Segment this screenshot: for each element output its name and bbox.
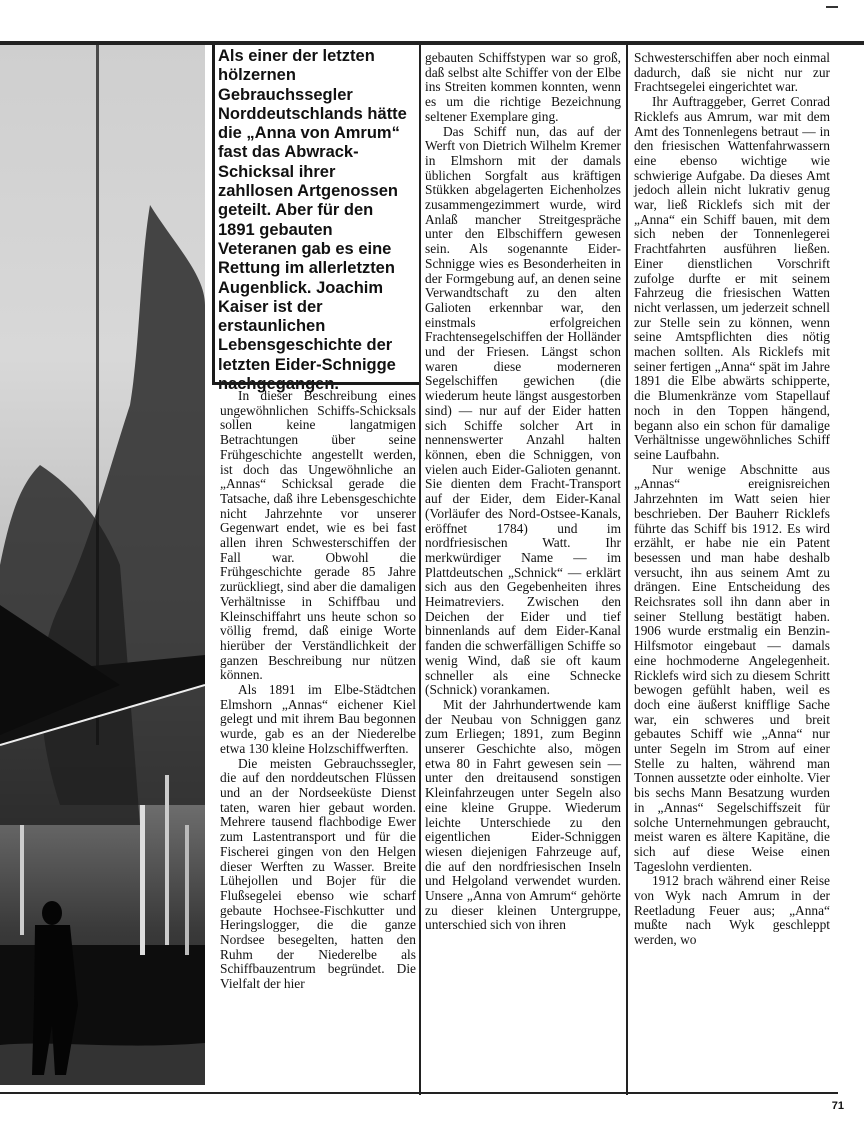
- paragraph: 1912 brach während einer Reise von Wyk nach Amrum in der Reetladung Feuer aus; „Anna“ mußte nach Wyk geschleppt werden, wo: [634, 873, 830, 948]
- paragraph: gebauten Schiffstypen war so groß, daß selbst alte Schiffer von der Elbe ins Streiten kommen konnten, wenn es um die richtige Bezeichnung seltener Exemplare ging.: [425, 50, 621, 124]
- bottom-rule: [0, 1092, 838, 1094]
- paragraph: Schwesterschiffen aber noch einmal dadurch, daß sie nicht nur zur Frachtsegelei eingerichtet war.: [634, 50, 830, 95]
- paragraph: Mit der Jahrhundertwende kam der Neubau von Schniggen ganz zum Erliegen; 1891, zum Beginn unserer Geschichte also, mögen etwa 80 in Fahrt gewesen sein — unter den dreitausend sonstigen Kleinfahrzeugen unter Segeln also eine kleine Gruppe. Wiederum leichte Unterschiede zu den eigentlichen Eider-Schniggen wiesen diejenigen Fahrzeuge auf, die auf den nordfriesischen Inseln und Helgoland verwendet wurden. Unsere „Anna von Amrum“ gehörte zu dieser kleinen Untergruppe, unterschied sich von ihren: [425, 696, 621, 933]
- corner-mark: [826, 6, 838, 8]
- paragraph: Als 1891 im Elbe-Städtchen Elmshorn „Annas“ eichener Kiel gelegt und mit ihrem Bau begonnen wurde, gab es an der Niederelbe etwa 130 kleine Holzschiffwerften.: [220, 682, 416, 756]
- column-divider-1: [419, 45, 421, 1095]
- text-column-3: [634, 51, 830, 1091]
- paragraph: Nur wenige Abschnitte aus „Annas“ ereignisreichen Jahrzehnten im Watt seien hier beschrieben. Der Bauherr Ricklefs führte das Schiff bis 1912. Es wird erzählt, er habe nie ein Patent besessen und man habe deshalb versucht, ihn aus seinem Amt zu drängen. Eine Entscheidung des Reichsrates soll ihn dann aber in seiner Stellung bestätigt haben. 1906 wurde erstmalig ein Benzin-Hilfsmotor eingebaut — damals eine hochmoderne Angelegenheit. Ricklefs wird sich zu diesem Schritt bewogen gefühlt haben, weil es doch eine äußerst knifflige Sache war, ein schweres und breit gebautes Schiff wie „Anna“ nur unter Segeln im Strom auf einer Stelle zu halten, während man Tonnen aussetzte oder einholte. Vier bis sechs Mann Besatzung wurden in „Annas“ Segelschiffszeit für solche Unternehmungen gebraucht, meist waren es ältere Kapitäne, die sich auf diese Weise einen Tageslohn verdienten.: [634, 461, 830, 874]
- paragraph: Die meisten Gebrauchssegler, die auf den norddeutschen Flüssen und an der Nordseeküste Dienst taten, waren hier gebaut worden. Mehrere tausend flachbodige Ewer zum Lastentransport und für die Fischerei gingen von den Helgen dieser Werften zu Wasser. Breite Lühejollen und Bojer für die Flußsegelei ebenso wie scharf gebaute Hochsee-Fischkutter und Heringslogger, die die ganze Nordsee besegelten, hatten den Ruhm der Niederelbe als Schiffbauzentrum begründet. Die Vielfalt der hier: [220, 755, 416, 992]
- paragraph: Ihr Auftraggeber, Gerret Conrad Ricklefs aus Amrum, war mit dem Amt des Tonnenlegens betraut — in den friesischen Wattenfahrwassern eine ebenso wichtige wie schwierige Aufgabe. Da dieses Amt jedoch allein nicht lukrativ genug war, ließ Ricklefs sich mit der „Anna“ ein Schiff bauen, mit dem sich neben der Tonnenlegerei Frachtfahrten ausführen ließen. Einer dienstlichen Vorschrift zufolge durfte er mit seinem Fahrzeug die friesischen Watten nicht verlassen, um jederzeit schnell zur Stelle sein zu können, wenn seine Amtspflichten dies nötig machen sollten. Als Ricklefs mit seiner fertigen „Anna“ spät im Jahre 1891 die Elbe abwärts schipperte, die Blumenkränze vom Stapellauf noch in den Toppen hängend, begann also ein schon für damalige Verhältnisse ungewöhnliches Schiff seine Laufbahn.: [634, 94, 830, 462]
- article-photo: [0, 45, 205, 1085]
- paragraph: In dieser Beschreibung eines ungewöhnlichen Schiffs-Schicksals sollen keine langatmigen Betrachtungen über seine Frühgeschichte angestellt werden, ist doch das Ungewöhnliche an „Annas“ Schicksal gerade die Tatsache, daß ihre Lebensgeschichte nicht Jahrzehnte vor unserer Gegenwart endet, wie es bei fast allen ihren Schwesterschiffen der Fall war. Obwohl die Frühgeschichte gerade 85 Jahre zurückliegt, sind aber die damaligen Verhältnisse in Schiffbau und Kleinschiffahrt uns heute schon so völlig fremd, daß einige Worte hierüber der Verständlichkeit der ganzen Beschreibung nur nützen können.: [220, 388, 416, 683]
- paragraph: Das Schiff nun, das auf der Werft von Dietrich Wilhelm Kremer in Elmshorn mit der damals üblichen Sorgfalt aus kräftigen Stükken abgelagerten Eichenholzes zusammengezimmert wurde, wird Anlaß mancher Streitgespräche unter den Elbschiffern gewesen sein. Als sogenannte Eider-Schnigge wies es Besonderheiten in der Formgebung auf, an denen seine Verwandtschaft zu den alten Galioten erkennbar war, den einstmals erfolgreichen Frachtensegelschiffen der Holländer und der Friesen. Längst schon waren diese moderneren Segelschiffen gewichen (die wiederum heute längst ausgestorben sind) — nur auf der Eider hatten sich Schiffe solcher Art in nennenswerter Anzahl halten können, eben die Schniggen, von vielen auch Eider-Galioten genannt. Sie dienten dem Fracht-Transport auf der Eider, dem Eider-Kanal (Vorläufer des Nord-Ostsee-Kanals, eröffnet 1784) und im nordfriesischen Watt. Ihr merkwürdiger Name — im Plattdeutschen „Schnick“ — erklärt sich aus den Gegebenheiten ihres Heimatreviers. Zwischen den Deichen der Eider und tief binnenlands auf dem Eider-Kanal fanden die schwerfälligen Schiffe so wenig Wind, daß sie oft kaum schneller als eine Schnecke (Schnick) vorankamen.: [425, 123, 621, 698]
- text-column-1: [220, 389, 416, 1089]
- intro-box-rule-bottom: [212, 382, 420, 385]
- article-intro: Als einer der letzten hölzernen Gebrauchssegler Norddeutschlands hätte die „Anna von Amrum“ fast das Abwrack-Schicksal ihrer zahllosen Artgenossen geteilt. Aber für den 1891 gebauten Veteranen gab es eine Rettung im allerletzten Augenblick. Joachim Kaiser ist der erstaunlichen Lebensgeschichte der letzten Eider-Schnigge: [218, 47, 407, 374]
- column-divider-2: [626, 45, 628, 1095]
- page-number: 71: [831, 1100, 844, 1112]
- intro-box-rule-left: [212, 45, 215, 385]
- photo-illustration: [0, 45, 205, 1085]
- text-column-2: [425, 51, 621, 1091]
